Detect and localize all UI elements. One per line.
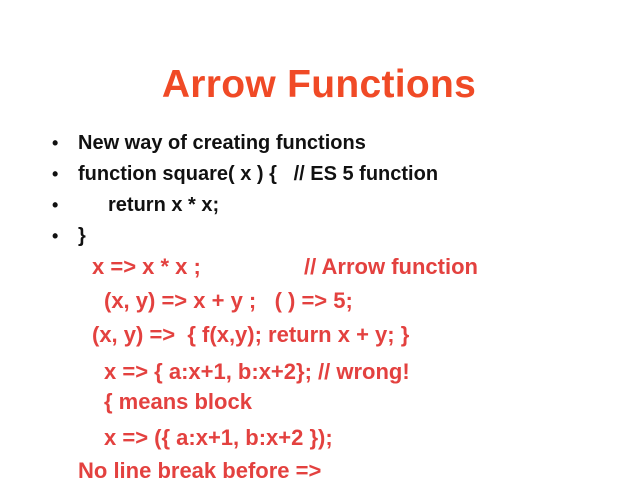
code-line-6: x => ({ a:x+1, b:x+2 }); bbox=[104, 425, 333, 450]
code-line-5: { means block bbox=[104, 389, 252, 414]
bullet-text: } bbox=[78, 225, 86, 247]
code-line-1: x => x * x ; bbox=[92, 254, 201, 279]
code-line-4: x => { a:x+1, b:x+2}; // wrong! bbox=[104, 359, 410, 384]
bullet-item bbox=[52, 190, 220, 221]
bullet-item bbox=[52, 221, 85, 252]
bullet-list bbox=[52, 128, 439, 252]
bullet-marker: • bbox=[52, 133, 59, 153]
code-line-3: (x, y) => { f(x,y); return x + y; } bbox=[92, 322, 410, 347]
bullet-text: function square( x ) { // ES 5 function bbox=[78, 163, 439, 185]
bullet-marker: • bbox=[52, 164, 59, 184]
bullet-text: New way of creating functions bbox=[78, 132, 366, 154]
code-comment-1: // Arrow function bbox=[304, 254, 478, 279]
slide-title: Arrow Functions bbox=[161, 63, 477, 106]
bullet-text: return x * x; bbox=[108, 194, 220, 216]
bullet-marker: • bbox=[52, 195, 59, 215]
bullet-item bbox=[52, 159, 439, 190]
code-line-7: No line break before => bbox=[78, 458, 322, 479]
bullet-item bbox=[52, 128, 366, 159]
code-line-2: (x, y) => x + y ; ( ) => 5; bbox=[104, 288, 353, 313]
bullet-marker: • bbox=[52, 226, 59, 246]
